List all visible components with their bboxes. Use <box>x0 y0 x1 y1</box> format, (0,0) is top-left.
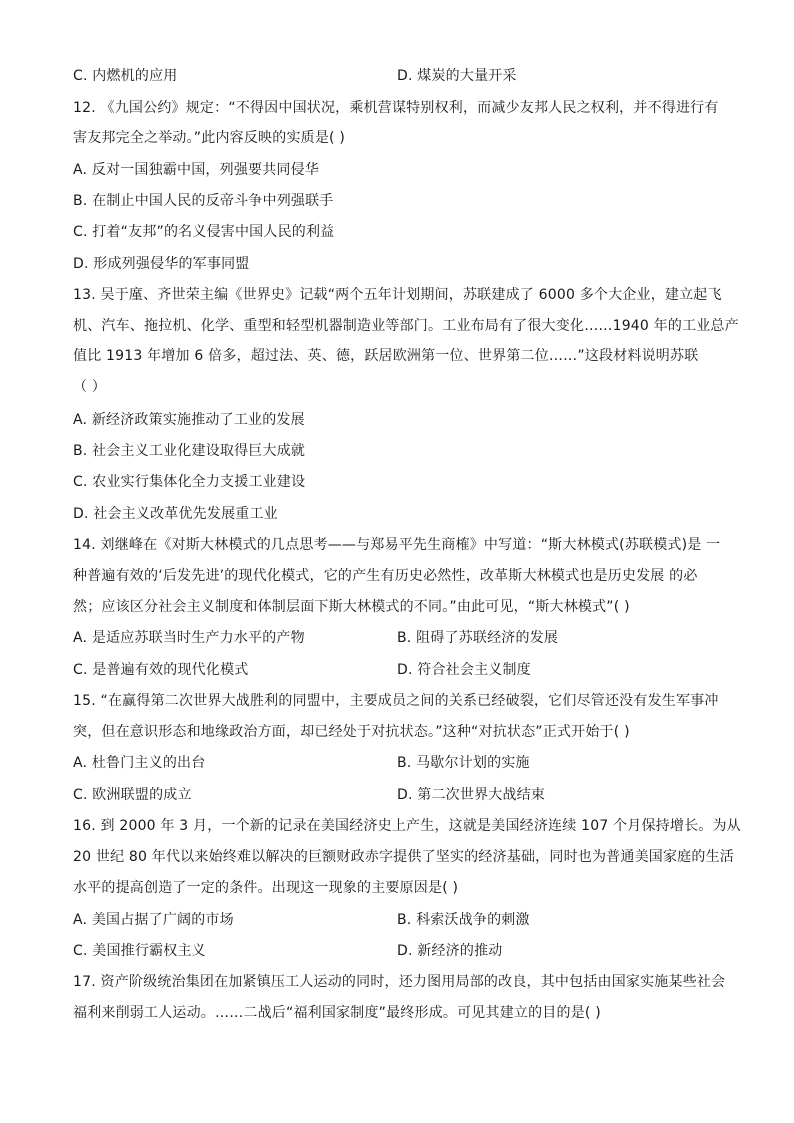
q13-option-c: C. 农业实行集体化全力支援工业建设 <box>73 474 306 490</box>
q15-option-b: B. 马歇尔计划的实施 <box>397 755 530 771</box>
q16-stem-line-2: 20 世纪 80 年代以来始终难以解决的巨额财政赤字提供了坚实的经济基础，同时也为普通美国家庭的生活 <box>73 849 734 865</box>
q15-option-a: A. 杜鲁门主义的出台 <box>73 755 206 771</box>
q13-stem-line-1: 13. 吴于廑、齐世荣主编《世界史》记载“两个五年计划期间，苏联建成了 6000 多个大企业，建立起飞 <box>73 287 722 303</box>
q13-stem-line-2: 机、汽车、拖拉机、化学、重型和轻型机器制造业等部门。工业布局有了很大变化……1940 年的工业总产 <box>73 318 739 334</box>
q16-option-b: B. 科索沃战争的刺激 <box>397 912 530 928</box>
q13-stem-line-3: 值比 1913 年增加 6 倍多，超过法、英、德，跃居欧洲第一位、世界第二位……”这段材料说明苏联 <box>73 348 699 364</box>
q12-option-c: C. 打着“友邦”的名义侵害中国人民的利益 <box>73 224 335 240</box>
q14-stem-line-1: 14. 刘继峰在《对斯大林模式的几点思考——与郑易平先生商榷》中写道：“斯大林模式(苏联模式)是 一 <box>73 537 721 553</box>
q14-option-b: B. 阻碍了苏联经济的发展 <box>397 630 559 646</box>
q17-stem-line-1: 17. 资产阶级统治集团在加紧镇压工人运动的同时，还力图用局部的改良，其中包括由国家实施某些社会 <box>73 974 726 990</box>
q13-option-d: D. 社会主义改革优先发展重工业 <box>73 506 278 522</box>
q14-option-c: C. 是普遍有效的现代化模式 <box>73 662 249 678</box>
q13-option-a: A. 新经济政策实施推动了工业的发展 <box>73 412 305 428</box>
q12-option-a: A. 反对一国独霸中国，列强要共同侵华 <box>73 162 320 178</box>
q13-stem-line-4: （ ） <box>73 379 107 395</box>
q12-stem-line-1: 12. 《九国公约》规定：“不得因中国状况，乘机营谋特别权利，而减少友邦人民之权利，并不得进行有 <box>73 100 719 116</box>
q14-option-a: A. 是适应苏联当时生产力水平的产物 <box>73 630 305 646</box>
q11-option-c: C. 内燃机的应用 <box>73 68 178 84</box>
q14-stem-line-3: 然；应该区分社会主义制度和体制层面下斯大林模式的不同。”由此可见，“斯大林模式”( ) <box>73 599 630 615</box>
q15-stem-line-2: 突，但在意识形态和地缘政治方面，却已经处于对抗状态。”这种“对抗状态”正式开始于( ) <box>73 724 630 740</box>
q17-stem-line-2: 福利来削弱工人运动。……二战后“福利国家制度”最终形成。可见其建立的目的是( ) <box>73 1005 601 1021</box>
q12-option-b: B. 在制止中国人民的反帝斗争中列强联手 <box>73 193 334 209</box>
q16-stem-line-1: 16. 到 2000 年 3 月，一个新的记录在美国经济史上产生，这就是美国经济连续 107 个月保持增长。为从 <box>73 818 741 834</box>
q12-option-d: D. 形成列强侵华的军事同盟 <box>73 256 250 272</box>
q13-option-b: B. 社会主义工业化建设取得巨大成就 <box>73 443 306 459</box>
q12-stem-line-2: 害友邦完全之举动。”此内容反映的实质是( ) <box>73 130 346 146</box>
q15-option-c: C. 欧洲联盟的成立 <box>73 787 192 803</box>
q11-option-d: D. 煤炭的大量开采 <box>397 68 517 84</box>
q15-option-d: D. 第二次世界大战结束 <box>397 787 546 803</box>
q16-option-c: C. 美国推行霸权主义 <box>73 943 206 959</box>
q14-stem-line-2: 种普遍有效的‘后发先进’的现代化模式，它的产生有历史必然性，改革斯大林模式也是历史发展 的必 <box>73 568 698 584</box>
q15-stem-line-1: 15. “在赢得第二次世界大战胜利的同盟中，主要成员之间的关系已经破裂，它们尽管还没有发生军事冲 <box>73 693 719 709</box>
q16-stem-line-3: 水平的提高创造了一定的条件。出现这一现象的主要原因是( ) <box>73 880 459 896</box>
q16-option-a: A. 美国占据了广阔的市场 <box>73 912 234 928</box>
q16-option-d: D. 新经济的推动 <box>397 943 503 959</box>
q14-option-d: D. 符合社会主义制度 <box>397 662 531 678</box>
